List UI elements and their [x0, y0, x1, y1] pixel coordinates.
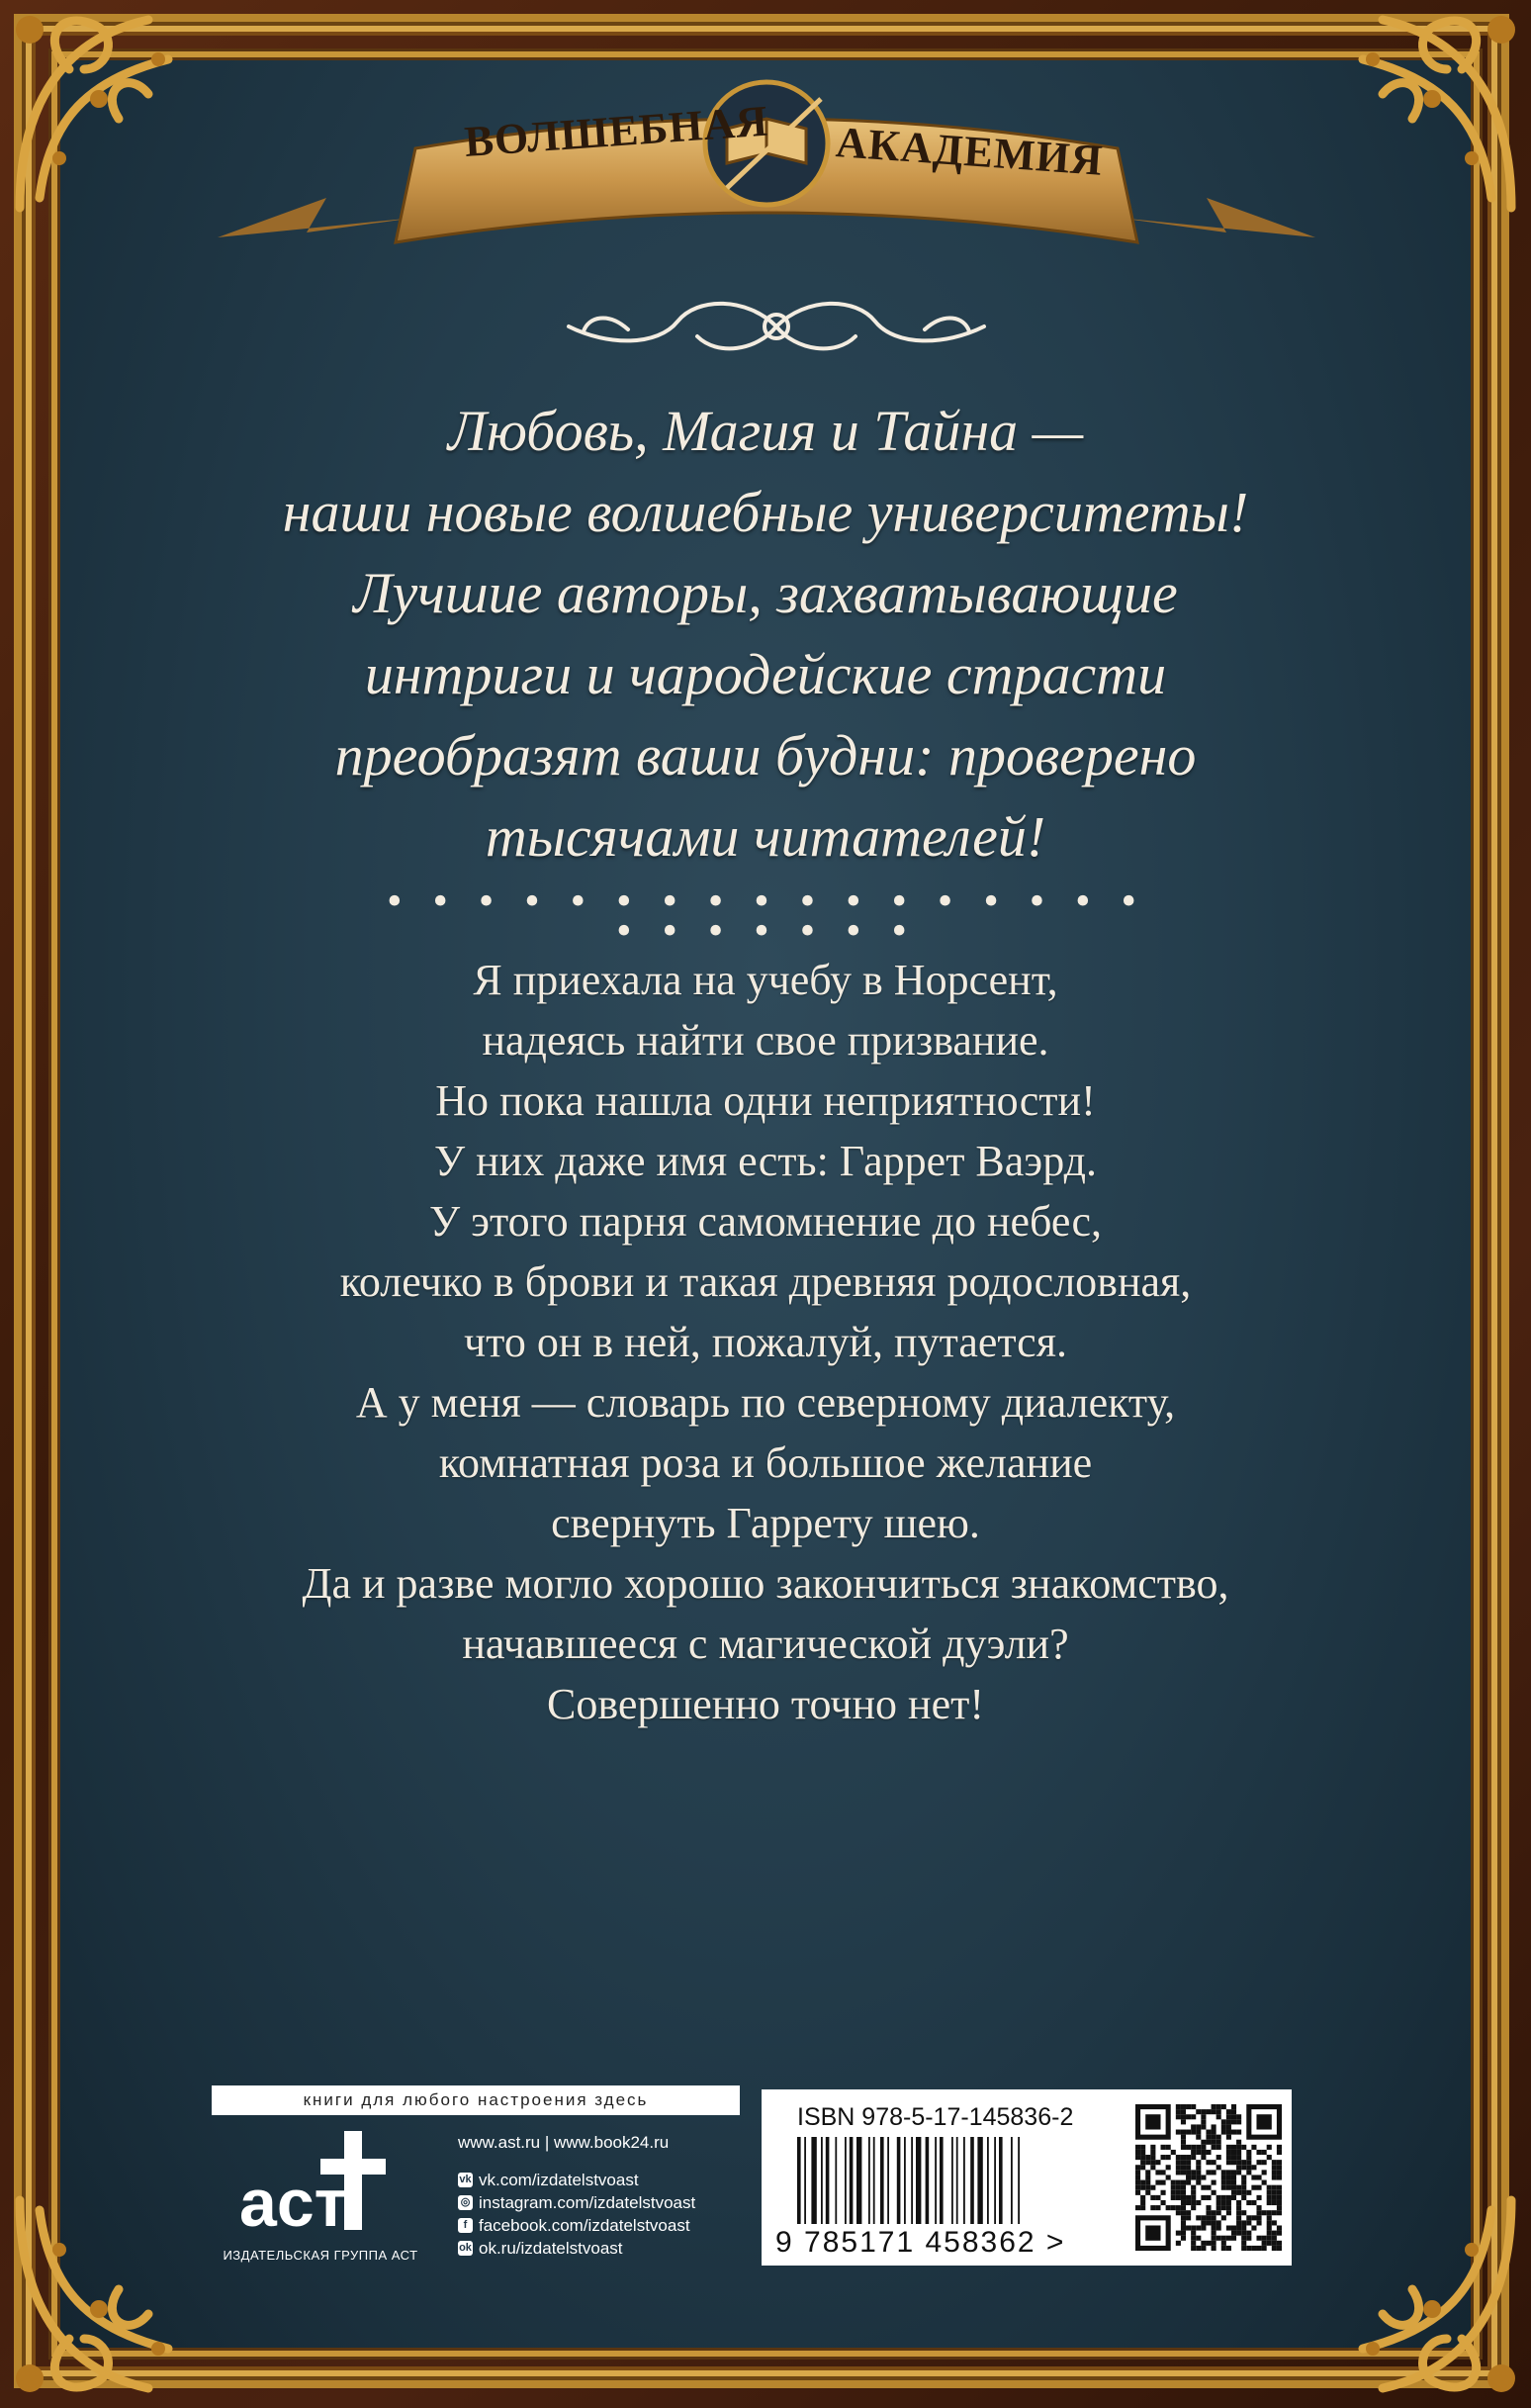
blurb-line: начавшееся с магической дуэли?: [462, 1620, 1069, 1668]
social-link-vk[interactable]: [458, 2169, 695, 2191]
publisher-caption: ИЗДАТЕЛЬСКАЯ ГРУППА АСТ: [223, 2248, 418, 2263]
blurb-line: Да и разве могло хорошо закончиться знакомство,: [302, 1559, 1229, 1608]
social-link-text: instagram.com/izdatelstvoast: [479, 2192, 696, 2212]
facebook-icon: f: [458, 2218, 473, 2233]
social-link-text: facebook.com/izdatelstvoast: [479, 2215, 690, 2235]
vk-icon: vk: [459, 2174, 472, 2185]
tagline-line: тысячами читателей!: [485, 804, 1046, 869]
tagline-line: Лучшие авторы, захватывающие: [353, 561, 1178, 625]
blurb-line: Я приехала на учебу в Норсент,: [473, 956, 1058, 1004]
isbn-label: ISBN 978-5-17-145836-2: [797, 2103, 1074, 2131]
social-link-text: vk.com/izdatelstvoast: [479, 2170, 639, 2189]
ast-logo: [233, 2129, 402, 2238]
barcode-graphic: [797, 2137, 1094, 2224]
barcode-number: 9 785171 458362 >: [775, 2226, 1066, 2259]
corner-ornament-icon: [1304, 2180, 1531, 2408]
series-title-right: АКАДЕМИЯ: [834, 118, 1105, 185]
publisher-websites[interactable]: www.ast.ru | www.book24.ru: [458, 2133, 670, 2152]
corner-ornament-icon: [0, 2180, 227, 2408]
series-title-left: ВОЛШЕБНАЯ: [462, 96, 770, 166]
blurb-line: Совершенно точно нет!: [546, 1680, 985, 1728]
blurb-line: колечко в брови и такая древняя родословная,: [339, 1257, 1192, 1306]
corner-ornament-icon: [0, 0, 227, 228]
blurb-line: что он в ней, пожалуй, путается.: [464, 1318, 1067, 1366]
social-link-ok[interactable]: [458, 2237, 695, 2260]
blurb-line: надеясь найти свое призвание.: [482, 1016, 1049, 1065]
social-link-text: ok.ru/izdatelstvoast: [479, 2238, 623, 2258]
flourish-divider-icon: [549, 282, 1004, 371]
blurb-line: комнатная роза и большое желание: [438, 1438, 1093, 1487]
odnoklassniki-icon: ok: [459, 2242, 472, 2254]
social-links: [458, 2169, 695, 2260]
tagline-line: Любовь, Магия и Тайна —: [447, 399, 1084, 463]
dotted-divider: • • • • • • • • • • • • • • • • • • • • • • • •: [387, 877, 1146, 955]
blurb-line: У этого парня самомнение до небес,: [428, 1197, 1103, 1246]
instagram-icon: ◎: [458, 2195, 473, 2210]
ast-logo-text: аст: [239, 2166, 347, 2238]
blurb-line: А у меня — словарь по северному диалекту,: [355, 1378, 1176, 1427]
isbn-barcode-box: [762, 2089, 1292, 2266]
social-link-facebook[interactable]: [458, 2214, 695, 2237]
series-tagline: [99, 391, 1432, 878]
qr-code-icon: [1135, 2103, 1282, 2252]
publisher-slogan-strip: книги для любого настроения здесь: [212, 2085, 740, 2115]
blurb-line: У них даже имя есть: Гаррет Ваэрд.: [433, 1137, 1097, 1185]
tagline-line: интриги и чародейские страсти: [364, 642, 1167, 706]
social-link-instagram[interactable]: [458, 2191, 695, 2214]
corner-ornament-icon: [1304, 0, 1531, 228]
blurb-line: свернуть Гаррету шею.: [551, 1499, 980, 1547]
blurb-line: Но пока нашла одни неприятности!: [435, 1076, 1096, 1125]
tagline-line: наши новые волшебные университеты!: [282, 480, 1249, 544]
book-blurb: [99, 950, 1432, 1734]
tagline-line: преобразят ваши будни: проверено: [334, 723, 1197, 787]
